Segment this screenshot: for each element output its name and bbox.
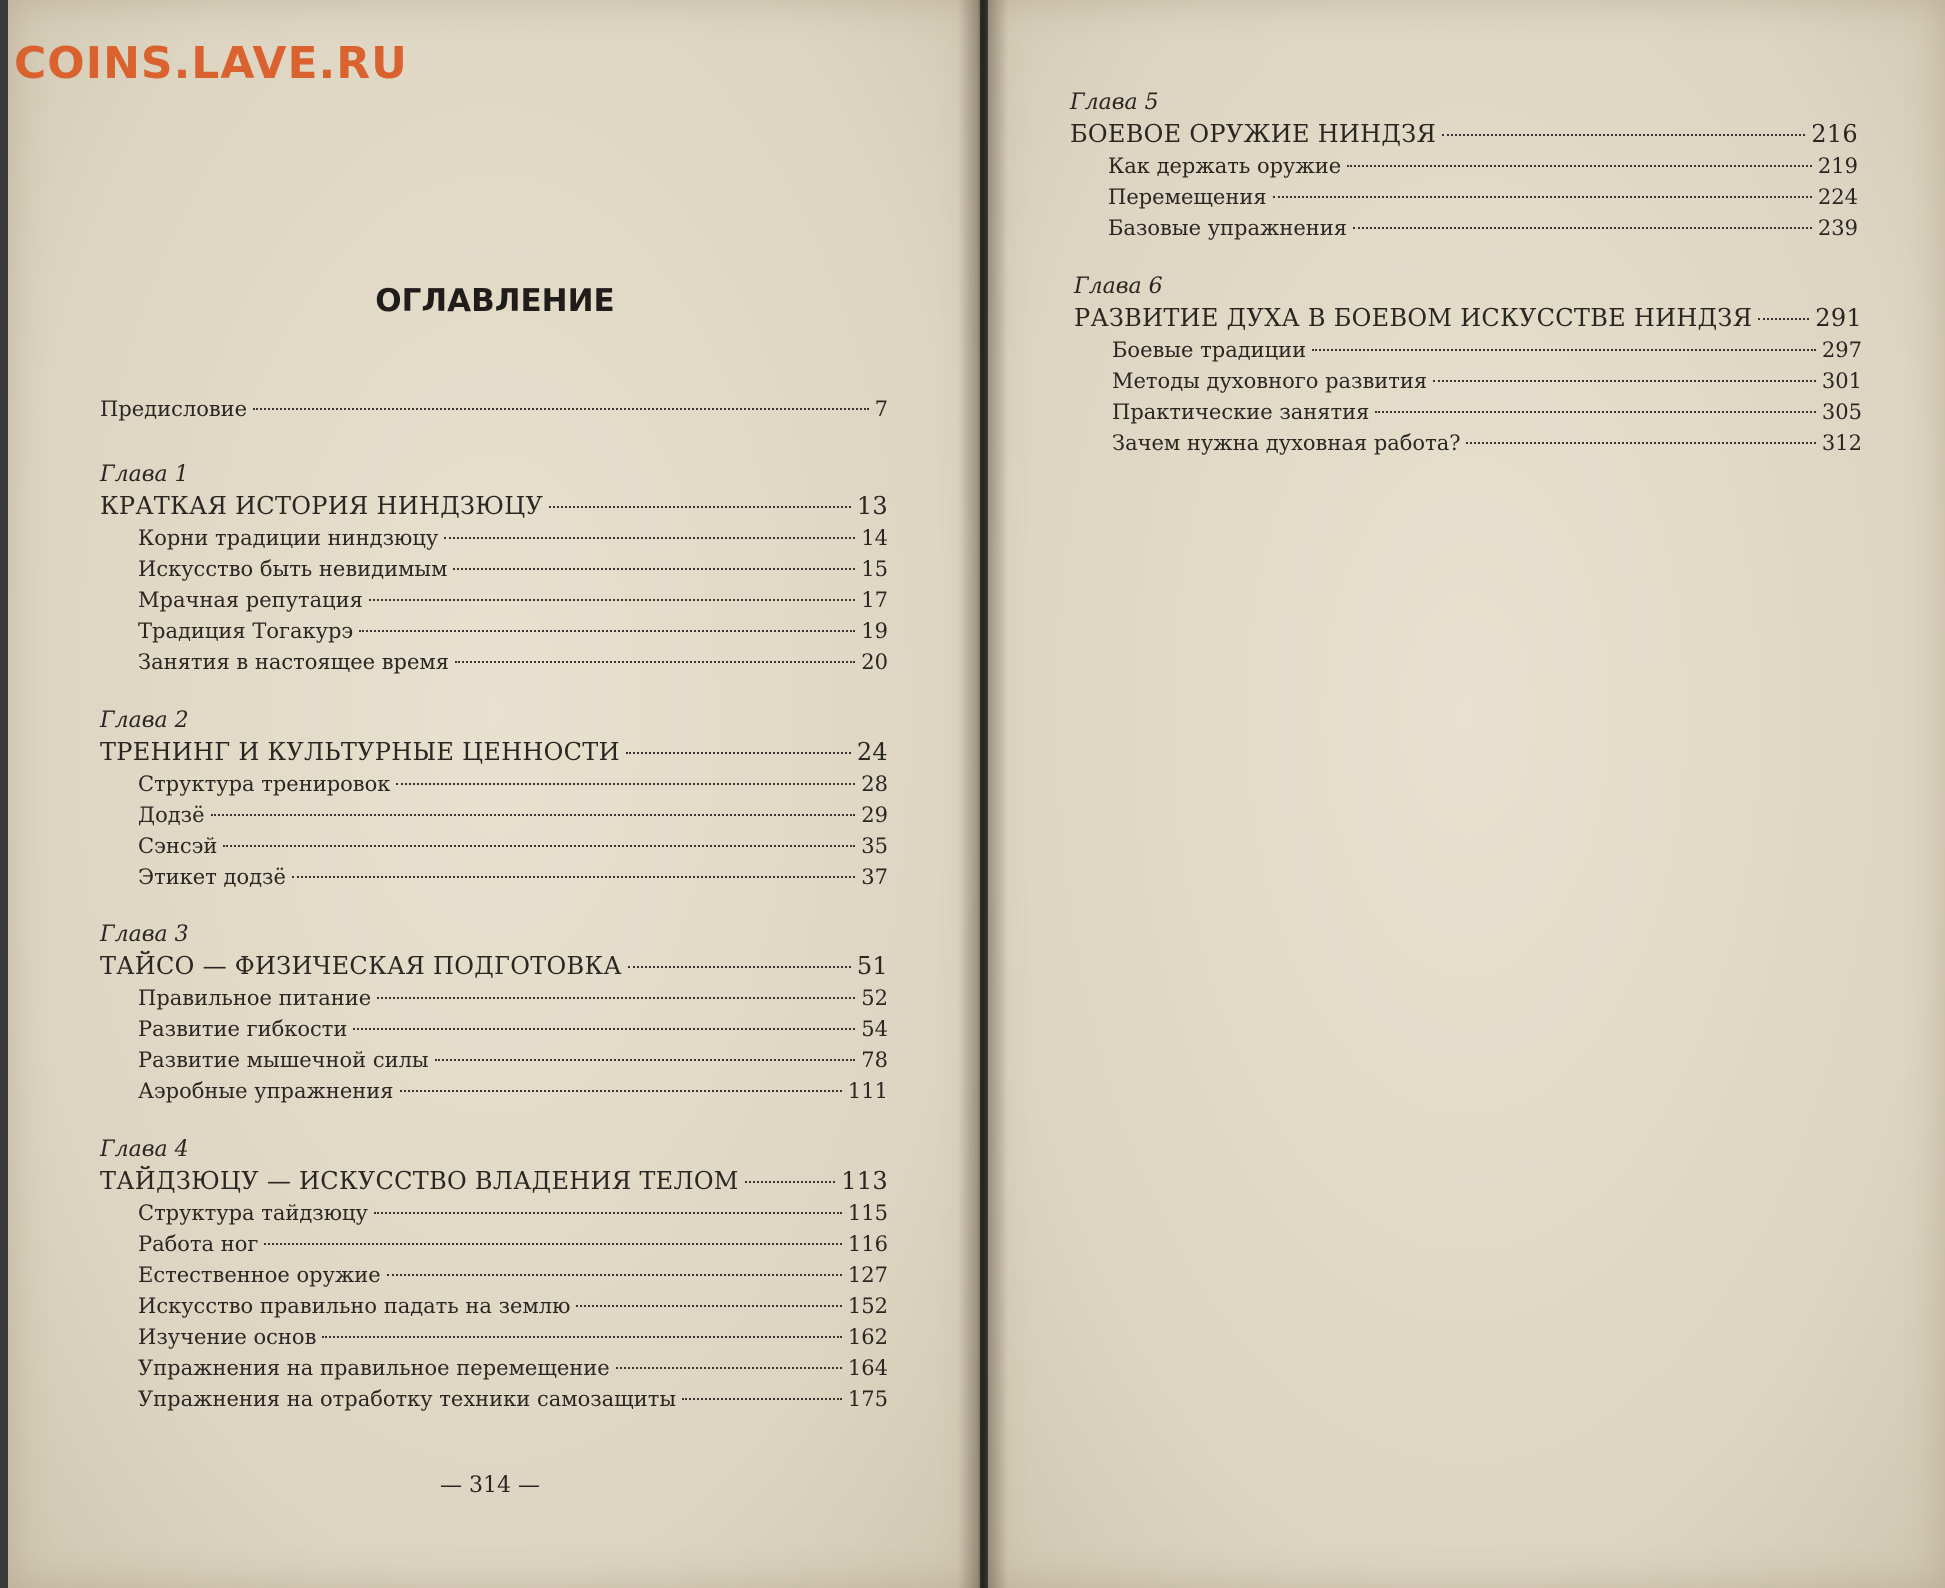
section-page: 78 [861, 1048, 888, 1072]
section-title: Развитие мышечной силы [138, 1048, 429, 1072]
section-row [1074, 428, 1862, 459]
section-title: Искусство правильно падать на землю [138, 1294, 571, 1318]
section-page: 115 [847, 1201, 888, 1225]
chapter-label: Глава 5 [1070, 90, 1159, 115]
section-title: Структура тренировок [138, 772, 391, 796]
section-title: Традиция Тогакурэ [138, 619, 354, 643]
section-title: Развитие гибкости [138, 1017, 348, 1041]
watermark: COINS.LAVE.RU [14, 38, 408, 89]
section-row [100, 1291, 888, 1322]
section-title: Упражнения на правильное перемещение [138, 1356, 610, 1380]
leader-dots [374, 1212, 842, 1214]
leader-dots [322, 1336, 842, 1338]
section-page: 15 [861, 557, 888, 581]
section-page: 305 [1821, 400, 1862, 424]
leader-dots [549, 506, 851, 508]
section-row [1070, 182, 1858, 213]
section-title: Мрачная репутация [138, 588, 363, 612]
section-page: 19 [861, 619, 888, 643]
leader-dots [576, 1305, 841, 1307]
chapter-heading [1070, 118, 1858, 151]
chapter-heading [100, 490, 888, 523]
section-row [100, 1014, 888, 1045]
leader-dots [1353, 227, 1812, 229]
section-row [1070, 151, 1858, 182]
leader-dots [1347, 165, 1812, 167]
chapter-label: Глава 2 [100, 708, 189, 733]
section-title: Корни традиции ниндзюцу [138, 526, 439, 550]
section-title: Практические занятия [1112, 400, 1370, 424]
section-row [1074, 335, 1862, 366]
section-page: 239 [1817, 216, 1858, 240]
chapter-title: ТАЙДЗЮЦУ — ИСКУССТВО ВЛАДЕНИЯ ТЕЛОМ [100, 1167, 739, 1195]
chapter-heading [100, 950, 888, 983]
leader-dots [1466, 442, 1815, 444]
section-page: 35 [861, 834, 888, 858]
section-page: 301 [1821, 369, 1862, 393]
section-title: Этикет додзё [138, 865, 286, 889]
chapter-page: 113 [841, 1167, 888, 1195]
section-title: Аэробные упражнения [138, 1079, 394, 1103]
section-page: 29 [861, 803, 888, 827]
chapter-page: 291 [1815, 304, 1862, 332]
chapter-heading [100, 736, 888, 769]
leader-dots [616, 1367, 842, 1369]
section-title: Боевые традиции [1112, 338, 1307, 362]
section-title: Как держать оружие [1108, 154, 1342, 178]
leader-dots [628, 966, 851, 968]
chapter-title: ТРЕНИНГ И КУЛЬТУРНЫЕ ЦЕННОСТИ [100, 738, 620, 766]
leader-dots [211, 814, 856, 816]
chapter-1 [100, 460, 888, 678]
section-title: Занятия в настоящее время [138, 650, 450, 674]
leader-dots [435, 1059, 856, 1061]
chapter-6 [1074, 272, 1862, 459]
section-page: 297 [1821, 338, 1862, 362]
chapter-page: 13 [856, 492, 888, 520]
leader-dots [369, 599, 855, 601]
leader-dots [455, 661, 855, 663]
section-title: Зачем нужна духовная работа? [1112, 431, 1461, 455]
section-row [1070, 213, 1858, 244]
section-title: Правильное питание [138, 986, 372, 1010]
leader-dots [1312, 349, 1816, 351]
preface-page: 7 [874, 397, 888, 421]
section-page: 28 [861, 772, 888, 796]
section-title: Структура тайдзюцу [138, 1201, 368, 1225]
chapter-label: Глава 3 [100, 922, 189, 947]
section-row [100, 831, 888, 862]
leader-dots [353, 1028, 855, 1030]
section-row [100, 647, 888, 678]
section-title: Упражнения на отработку техники самозащиты [138, 1387, 677, 1411]
section-row [100, 1076, 888, 1107]
leader-dots [387, 1274, 842, 1276]
section-title: Сэнсэй [138, 834, 218, 858]
leader-dots [377, 997, 855, 999]
section-row [100, 1045, 888, 1076]
chapter-heading [1074, 302, 1862, 335]
preface-title: Предисловие [100, 397, 248, 421]
section-row [100, 1384, 888, 1415]
section-page: 175 [847, 1387, 888, 1411]
section-row [100, 554, 888, 585]
leader-dots [1433, 380, 1816, 382]
section-title: Базовые упражнения [1108, 216, 1347, 240]
chapter-heading [100, 1165, 888, 1198]
section-page: 37 [861, 865, 888, 889]
toc-title: ОГЛАВЛЕНИЕ [375, 283, 615, 319]
section-page: 219 [1817, 154, 1858, 178]
page-number: — 314 — [440, 1473, 540, 1498]
leader-dots [253, 408, 869, 410]
section-title: Додзё [138, 803, 205, 827]
chapter-title: КРАТКАЯ ИСТОРИЯ НИНДЗЮЦУ [100, 492, 544, 520]
chapter-page: 216 [1811, 120, 1858, 148]
leader-dots [1375, 411, 1816, 413]
section-row [100, 616, 888, 647]
section-page: 152 [847, 1294, 888, 1318]
section-row [1074, 397, 1862, 428]
chapter-2 [100, 706, 888, 893]
section-row [100, 1198, 888, 1229]
section-row [1074, 366, 1862, 397]
leader-dots [1273, 196, 1812, 198]
chapter-page: 51 [856, 952, 888, 980]
leader-dots [745, 1181, 836, 1183]
section-page: 162 [847, 1325, 888, 1349]
section-row [100, 862, 888, 893]
toc-row [100, 394, 888, 425]
chapter-4 [100, 1135, 888, 1415]
leader-dots [292, 876, 855, 878]
section-page: 164 [847, 1356, 888, 1380]
section-title: Методы духовного развития [1112, 369, 1428, 393]
section-row [100, 1322, 888, 1353]
leader-dots [1442, 134, 1805, 136]
section-row [100, 523, 888, 554]
preface-entry [100, 394, 888, 425]
leader-dots [223, 845, 855, 847]
section-title: Перемещения [1108, 185, 1267, 209]
section-page: 111 [847, 1079, 888, 1103]
section-title: Изучение основ [138, 1325, 317, 1349]
section-row [100, 983, 888, 1014]
section-row [100, 769, 888, 800]
section-row [100, 1353, 888, 1384]
leader-dots [626, 752, 851, 754]
leader-dots [400, 1090, 842, 1092]
section-row [100, 1260, 888, 1291]
chapter-title: РАЗВИТИЕ ДУХА В БОЕВОМ ИСКУССТВЕ НИНДЗЯ [1074, 304, 1753, 332]
chapter-label: Глава 1 [100, 462, 189, 487]
section-page: 14 [861, 526, 888, 550]
section-page: 224 [1817, 185, 1858, 209]
section-page: 312 [1821, 431, 1862, 455]
leader-dots [1758, 318, 1809, 320]
section-row [100, 800, 888, 831]
chapter-label: Глава 4 [100, 1137, 189, 1162]
leader-dots [453, 568, 855, 570]
section-page: 127 [847, 1263, 888, 1287]
chapter-page: 24 [856, 738, 888, 766]
chapter-title: БОЕВОЕ ОРУЖИЕ НИНДЗЯ [1070, 120, 1437, 148]
section-title: Естественное оружие [138, 1263, 381, 1287]
chapter-label: Глава 6 [1074, 274, 1163, 299]
chapter-title: ТАЙСО — ФИЗИЧЕСКАЯ ПОДГОТОВКА [100, 952, 622, 980]
section-row [100, 1229, 888, 1260]
section-page: 17 [861, 588, 888, 612]
section-page: 116 [847, 1232, 888, 1256]
chapter-5 [1070, 88, 1858, 244]
section-title: Работа ног [138, 1232, 259, 1256]
leader-dots [444, 537, 855, 539]
section-row [100, 585, 888, 616]
leader-dots [396, 783, 855, 785]
leader-dots [682, 1398, 842, 1400]
chapter-3 [100, 920, 888, 1107]
leader-dots [264, 1243, 842, 1245]
leader-dots [359, 630, 855, 632]
section-page: 54 [861, 1017, 888, 1041]
section-title: Искусство быть невидимым [138, 557, 448, 581]
section-page: 20 [861, 650, 888, 674]
section-page: 52 [861, 986, 888, 1010]
